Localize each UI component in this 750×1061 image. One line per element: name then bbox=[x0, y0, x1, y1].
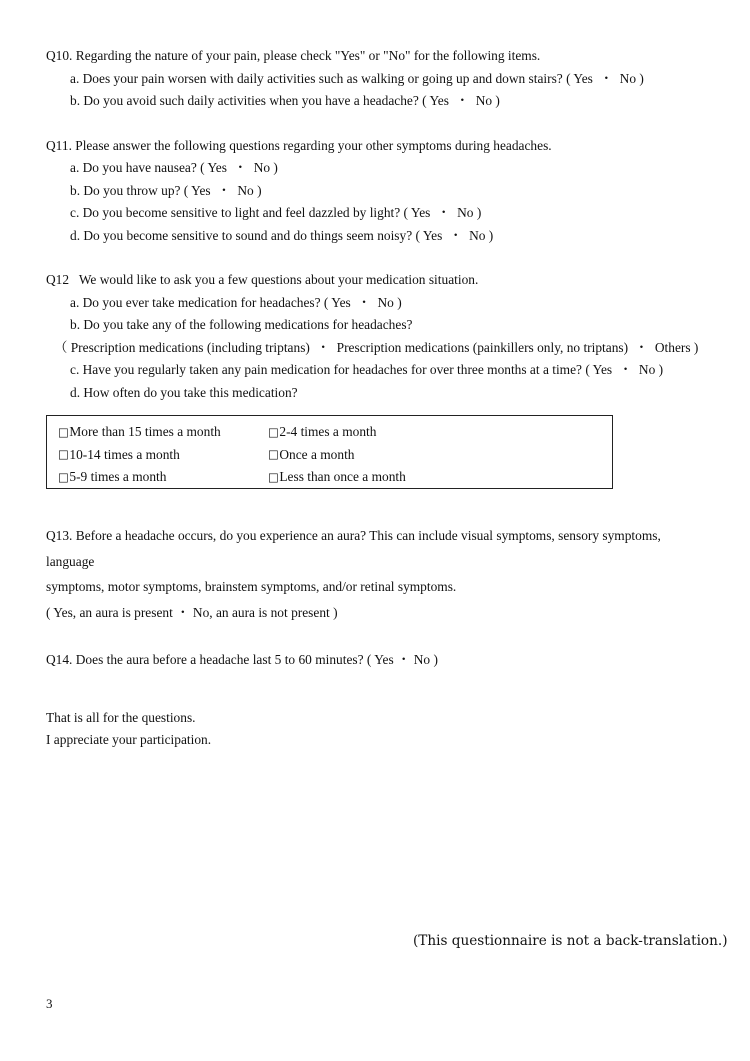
q11-item-d: d. Do you become sensitive to sound and do things seem noisy? ( Yes ・ No ) bbox=[70, 227, 494, 243]
q12-item-a: a. Do you ever take medication for headaches? ( Yes ・ No ) bbox=[70, 294, 402, 310]
document-content bbox=[46, 45, 708, 426]
checkbox-row bbox=[58, 421, 598, 444]
checkbox-icon[interactable]: □ bbox=[268, 469, 279, 484]
spacer bbox=[46, 625, 708, 647]
q11-item-b: b. Do you throw up? ( Yes ・ No ) bbox=[70, 182, 262, 198]
checkbox-icon[interactable]: □ bbox=[58, 447, 69, 461]
checkbox-option-2-4-times[interactable] bbox=[268, 421, 568, 444]
q12-medication-options: （ Prescription medications (including triptans) ・ Prescription medications (painkillers only, no triptans) ・ Others ) bbox=[54, 339, 699, 355]
closing-line-2: I appreciate your participation. bbox=[46, 732, 212, 747]
back-translation-note: (This questionnaire is not a back-translation.) bbox=[413, 933, 728, 949]
q13-paragraph-line2: symptoms, motor symptoms, brainstem symptoms, and/or retinal symptoms. bbox=[46, 579, 457, 594]
q12-item-d: d. How often do you take this medication? bbox=[70, 384, 298, 400]
question-block-q13 bbox=[46, 523, 708, 625]
checkbox-option-5-9-times[interactable] bbox=[58, 466, 268, 489]
checkbox-label: Less than once a month bbox=[279, 469, 406, 484]
checkbox-option-more-than-15[interactable] bbox=[58, 421, 268, 444]
q12-item-c: c. Have you regularly taken any pain medication for headaches for over three months at a time? ( Yes ・ No ) bbox=[70, 362, 664, 377]
checkbox-label: 5-9 times a month bbox=[69, 469, 167, 484]
checkbox-label: 2-4 times a month bbox=[279, 424, 377, 439]
question-block-q14 bbox=[46, 647, 708, 673]
page-number: 3 bbox=[46, 996, 53, 1011]
checkbox-row bbox=[58, 466, 598, 489]
q10-item-a: a. Does your pain worsen with daily activities such as walking or going up and down stairs? ( Yes ・ No ) bbox=[70, 70, 644, 86]
checkbox-label: Once a month bbox=[279, 446, 355, 462]
q13-options: ( Yes, an aura is present ・ No, an aura is not present ) bbox=[46, 604, 338, 620]
checkbox-icon[interactable]: □ bbox=[58, 424, 69, 439]
q11-heading: Q11. Please answer the following questions regarding your other symptoms during headaches. bbox=[46, 137, 552, 153]
question-block-q11 bbox=[46, 135, 708, 248]
q11-item-a: a. Do you have nausea? ( Yes ・ No ) bbox=[70, 160, 278, 175]
checkbox-icon[interactable]: □ bbox=[58, 469, 69, 484]
checkbox-row bbox=[58, 444, 598, 467]
q14-text: Q14. Does the aura before a headache last 5 to 60 minutes? ( Yes ・ No ) bbox=[46, 652, 438, 667]
checkbox-label: 10-14 times a month bbox=[69, 446, 180, 462]
checkbox-icon[interactable]: □ bbox=[268, 447, 279, 461]
q10-heading: Q10. Regarding the nature of your pain, please check "Yes" or "No" for the following items. bbox=[46, 48, 541, 63]
medication-frequency-grid bbox=[58, 421, 598, 489]
closing-line-1: That is all for the questions. bbox=[46, 709, 196, 725]
q12-item-b: b. Do you take any of the following medications for headaches? bbox=[70, 317, 413, 332]
question-block-q10 bbox=[46, 45, 708, 113]
checkbox-option-10-14-times[interactable] bbox=[58, 444, 268, 467]
closing-block bbox=[46, 707, 708, 752]
q12-heading: Q12 We would like to ask you a few questions about your medication situation. bbox=[46, 272, 479, 287]
checkbox-option-once-a-month[interactable] bbox=[268, 444, 568, 467]
q11-item-c: c. Do you become sensitive to light and feel dazzled by light? ( Yes ・ No ) bbox=[70, 205, 482, 220]
spacer bbox=[46, 673, 708, 695]
question-block-q12 bbox=[46, 269, 708, 404]
checkbox-label: More than 15 times a month bbox=[69, 424, 221, 439]
checkbox-icon[interactable]: □ bbox=[268, 424, 279, 439]
checkbox-option-less-than-once[interactable] bbox=[268, 466, 568, 489]
q13-paragraph-line1: Q13. Before a headache occurs, do you experience an aura? This can include visual symptoms, sensory symptoms, language bbox=[46, 528, 661, 569]
spacer bbox=[46, 695, 708, 707]
medication-frequency-panel bbox=[46, 415, 613, 489]
document-content-lower bbox=[46, 523, 708, 752]
q10-item-b: b. Do you avoid such daily activities when you have a headache? ( Yes ・ No ) bbox=[70, 93, 500, 108]
